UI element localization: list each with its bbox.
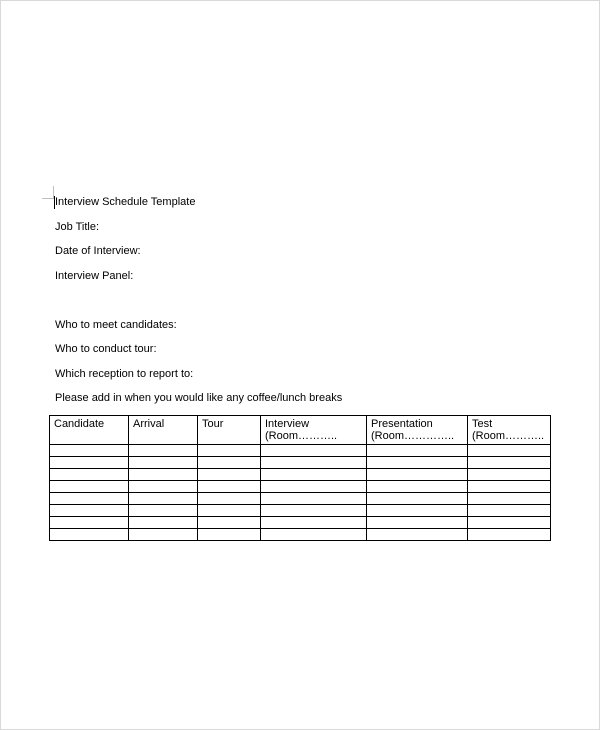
schedule-table (49, 415, 551, 541)
table-cell[interactable] (50, 481, 129, 493)
table-cell[interactable] (261, 481, 367, 493)
table-cell[interactable] (198, 481, 261, 493)
table-cell[interactable] (50, 457, 129, 469)
table-cell[interactable] (261, 505, 367, 517)
table-cell[interactable] (261, 529, 367, 541)
table-cell[interactable] (367, 481, 468, 493)
table-cell[interactable] (468, 517, 551, 529)
table-cell[interactable] (468, 481, 551, 493)
table-row (50, 529, 551, 541)
table-cell[interactable] (198, 529, 261, 541)
table-cell[interactable] (198, 493, 261, 505)
table-cell[interactable] (468, 505, 551, 517)
table-row (50, 457, 551, 469)
table-cell[interactable] (129, 481, 198, 493)
column-header-tour[interactable]: Tour (198, 416, 261, 445)
table-cell[interactable] (198, 517, 261, 529)
table-row (50, 481, 551, 493)
table-body (50, 445, 551, 541)
table-cell[interactable] (468, 529, 551, 541)
table-row (50, 517, 551, 529)
table-row (50, 469, 551, 481)
column-header-arrival[interactable]: Arrival (129, 416, 198, 445)
table-cell[interactable] (367, 505, 468, 517)
table-cell[interactable] (261, 457, 367, 469)
table-row (50, 445, 551, 457)
breaks-instruction[interactable]: Please add in when you would like any coffee/lunch breaks (55, 392, 343, 404)
interview-panel-label[interactable]: Interview Panel: (55, 270, 134, 282)
meet-candidates-label[interactable]: Who to meet candidates: (55, 319, 177, 331)
table-cell[interactable] (367, 517, 468, 529)
table-cell[interactable] (129, 493, 198, 505)
table-cell[interactable] (367, 457, 468, 469)
table-cell[interactable] (50, 505, 129, 517)
column-header-presentation[interactable]: Presentation (Room………….. (367, 416, 468, 445)
table-cell[interactable] (129, 445, 198, 457)
table-row (50, 505, 551, 517)
table-cell[interactable] (468, 469, 551, 481)
table-cell[interactable] (468, 445, 551, 457)
column-header-candidate[interactable]: Candidate (50, 416, 129, 445)
table-cell[interactable] (50, 445, 129, 457)
table-cell[interactable] (198, 457, 261, 469)
table-cell[interactable] (367, 445, 468, 457)
table-cell[interactable] (50, 493, 129, 505)
table-cell[interactable] (198, 505, 261, 517)
table-cell[interactable] (261, 469, 367, 481)
table-row (50, 493, 551, 505)
job-title-label[interactable]: Job Title: (55, 221, 100, 233)
column-header-test[interactable]: Test (Room……….. (468, 416, 551, 445)
reception-label[interactable]: Which reception to report to: (55, 368, 194, 380)
table-cell[interactable] (468, 493, 551, 505)
table-cell[interactable] (129, 529, 198, 541)
table-header-row (50, 416, 551, 445)
table-cell[interactable] (198, 469, 261, 481)
table-cell[interactable] (50, 529, 129, 541)
table-cell[interactable] (50, 469, 129, 481)
table-cell[interactable] (468, 457, 551, 469)
table-cell[interactable] (129, 505, 198, 517)
table-cell[interactable] (198, 445, 261, 457)
table-cell[interactable] (367, 493, 468, 505)
table-cell[interactable] (261, 493, 367, 505)
document-title[interactable]: Interview Schedule Template (55, 196, 196, 208)
table-cell[interactable] (367, 529, 468, 541)
table-cell[interactable] (129, 469, 198, 481)
table-cell[interactable] (367, 469, 468, 481)
conduct-tour-label[interactable]: Who to conduct tour: (55, 343, 157, 355)
date-of-interview-label[interactable]: Date of Interview: (55, 245, 141, 257)
table-cell[interactable] (129, 517, 198, 529)
table-cell[interactable] (261, 517, 367, 529)
column-header-interview[interactable]: Interview (Room……….. (261, 416, 367, 445)
table-cell[interactable] (50, 517, 129, 529)
table-cell[interactable] (129, 457, 198, 469)
crop-mark (42, 198, 54, 199)
table-cell[interactable] (261, 445, 367, 457)
